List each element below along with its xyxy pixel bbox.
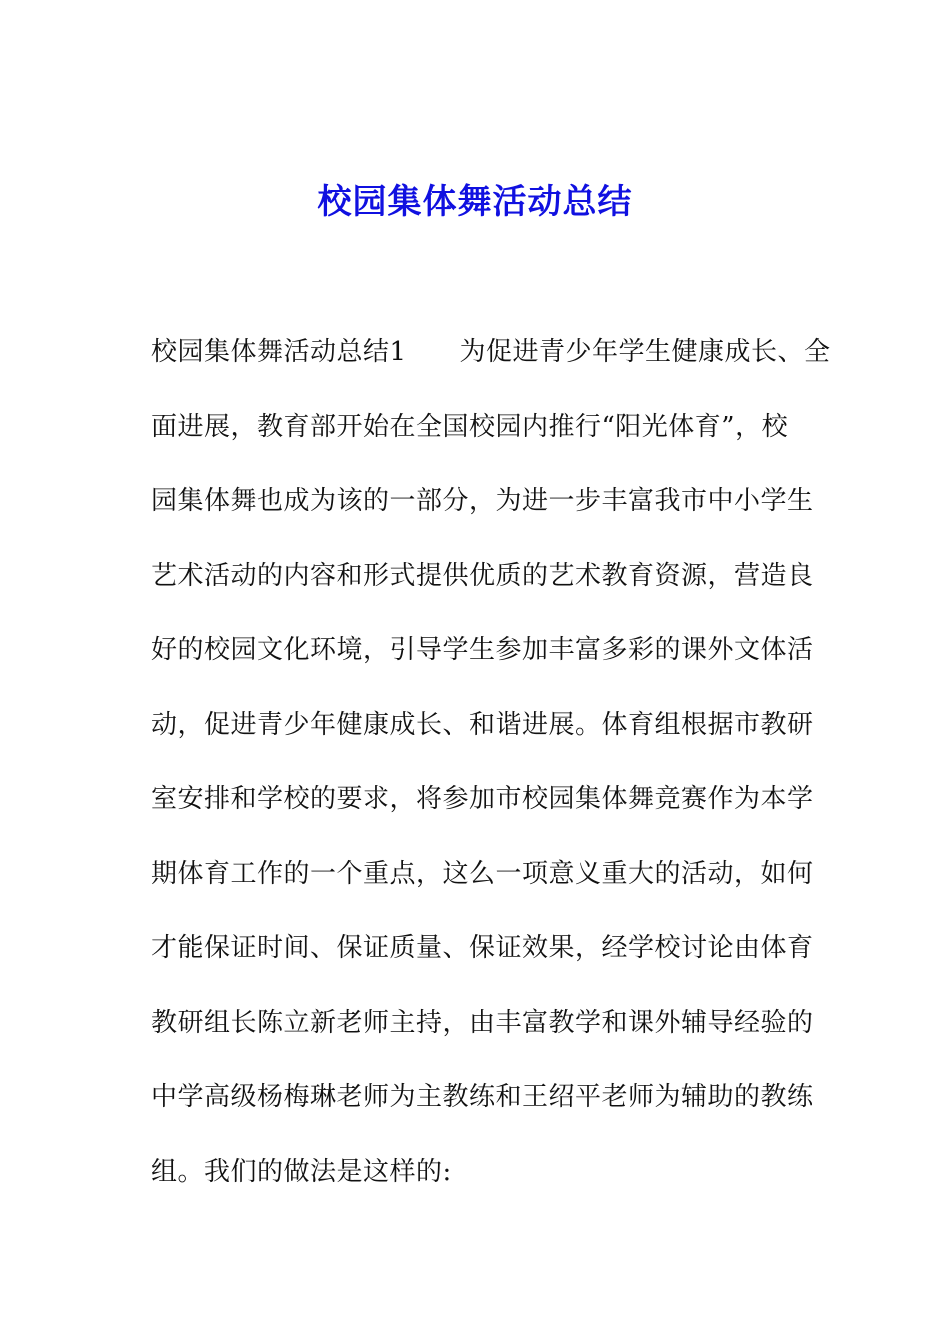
- text-line: 中学高级杨梅琳老师为主教练和王绍平老师为辅助的教练: [151, 1082, 814, 1112]
- text-line: 面进展，教育部开始在全国校园内推行“阳光体育”，校: [151, 411, 789, 442]
- text-line: 艺术活动的内容和形式提供优质的艺术教育资源，营造良: [151, 560, 814, 591]
- text-line: 期体育工作的一个重点，这么一项意义重大的活动，如何: [151, 858, 814, 889]
- text-line: 才能保证时间、保证质量、保证效果，经学校讨论由体育: [151, 933, 814, 963]
- text-line: 组。我们的做法是这样的:: [151, 1156, 452, 1187]
- body-text: [151, 326, 831, 1220]
- text-line: 好的校园文化环境，引导学生参加丰富多彩的课外文体活: [151, 635, 814, 665]
- page-title: 校园集体舞活动总结: [317, 182, 633, 222]
- text-line: 校园集体舞活动总结1 为促进青少年学生健康成长、全: [151, 337, 831, 367]
- text-line: 教研组长陈立新老师主持，由丰富教学和课外辅导经验的: [151, 1007, 814, 1038]
- text-line: 园集体舞也成为该的一部分，为进一步丰富我市中小学生: [151, 486, 814, 516]
- text-line: 动，促进青少年健康成长、和谐进展。体育组根据市教研: [151, 709, 814, 740]
- text-line: 室安排和学校的要求，将参加市校园集体舞竞赛作为本学: [151, 784, 814, 814]
